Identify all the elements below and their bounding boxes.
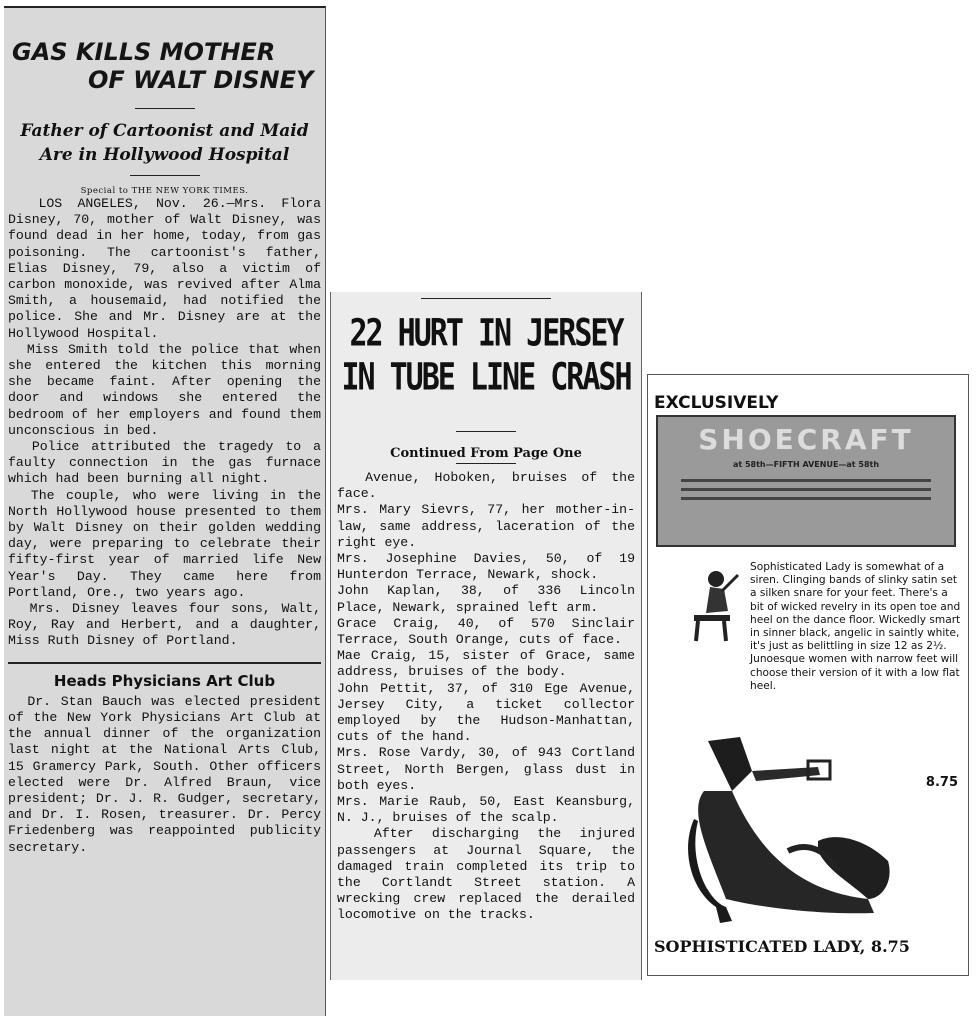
article-body: [8, 693, 329, 856]
dateline-credit: Special to THE NEW YORK TIMES.: [80, 186, 249, 196]
article-body: [8, 196, 329, 650]
headline-physicians: Heads Physicians Art Club: [53, 671, 276, 690]
article-body: [337, 470, 643, 924]
paragraph: Mae Craig, 15, sister of Grace, same address, bruises of the body.: [337, 648, 643, 680]
deck-line2: Are in Hollywood Hospital: [39, 145, 290, 165]
paragraph: John Kaplan, 38, of 336 Lincoln Place, Newark, sprained left arm.: [337, 583, 643, 615]
paragraph: Mrs. Josephine Davies, 50, of 19 Hunterdon Terrace, Newark, shock.: [337, 551, 643, 583]
paragraph: Dr. Stan Bauch was elected president of the New York Physicians Art Club at the annual dinner of the organization last night at the National Arts Club, 15 Gramercy Park, South. Other officers elected were Dr. Alfred Braun, vice president; Dr. J. R. Gudger, secretary, and Dr. I. Rosen, treasurer. Dr. Percy Friedenberg was reappointed publicity secretary.: [8, 693, 329, 855]
headline-line2: IN TUBE LINE CRASH: [341, 355, 631, 400]
shoecraft-advertisement: [647, 374, 969, 976]
paragraph: Mrs. Mary Sievrs, 77, her mother-in-law, same address, laceration of the right eye.: [337, 502, 643, 550]
paragraph: Avenue, Hoboken, bruises of the face.: [337, 470, 643, 502]
paragraph: Miss Smith told the police that when she entered the kitchen this morning she became faint. After opening the door and windows she entered the bedroom of her employers and found them unconscious in bed.: [8, 341, 329, 438]
paragraph: Mrs. Disney leaves four sons, Walt, Roy, Ray and Herbert, and a daughter, Miss Ruth Disney of Portland.: [8, 601, 329, 649]
divider: [456, 463, 516, 464]
siren-figure-illustration: [684, 565, 744, 645]
divider: [456, 431, 516, 432]
paragraph: John Pettit, 37, of 310 Ege Avenue, Jersey City, a ticket collector employed by the Hudson-Manhattan, cuts of the hand.: [337, 680, 643, 745]
headline-line1: 22 HURT IN JERSEY: [349, 311, 623, 356]
store-fineprint: [681, 479, 931, 500]
ad-footer: SOPHISTICATED LADY, 8.75: [654, 937, 910, 956]
exclusively-label: EXCLUSIVELY: [654, 393, 779, 413]
paragraph: Mrs. Marie Raub, 50, East Keansburg, N. J., bruises of the scalp.: [337, 794, 643, 826]
divider: [135, 108, 195, 109]
deck-line1: Father of Cartoonist and Maid: [20, 121, 309, 141]
price: 8.75: [925, 775, 958, 790]
column-tube-crash: [330, 292, 642, 980]
headline-line1: GAS KILLS MOTHER: [12, 38, 276, 66]
divider: [421, 298, 551, 299]
paragraph: Mrs. Rose Vardy, 30, of 943 Cortland Street, North Bergen, glass dust in both eyes.: [337, 745, 643, 793]
ad-copy: Sophisticated Lady is somewhat of a siren. Clinging bands of slinky satin set a silken snare for your feet. There's a bit of wicked revelry in its open toe and heel on the dance floor. Wickedly smart in sinner black, angelic in saintly white, it's just as belittling in size 12 as 2½. Junoesque women with narrow feet will choose their version of it with a low flat heel.: [750, 561, 961, 692]
headline-line2: OF WALT DISNEY: [88, 66, 314, 94]
paragraph: Grace Craig, 40, of 570 Sinclair Terrace, South Orange, cuts of face.: [337, 615, 643, 648]
store-address: at 58th—FIFTH AVENUE—at 58th: [732, 460, 880, 469]
divider: [8, 662, 321, 664]
store-name: SHOECRAFT: [698, 423, 914, 456]
headline-disney: [8, 38, 321, 94]
headline-tube-crash: [337, 313, 635, 413]
continued-label: Continued From Page One: [390, 446, 582, 461]
sandal-shoe-illustration: [668, 731, 908, 931]
paragraph: After discharging the injured passengers at Journal Square, the damaged train completed its trip to the Cortlandt Street station. A wrecking crew replaced the derailed locomotive on the tracks.: [337, 826, 643, 923]
store-banner: [656, 415, 956, 547]
paragraph: The couple, who were living in the North Hollywood house presented to them by Walt Disney on their golden wedding day, were preparing to celebrate their fifty-first year of married life New Year's Day. They came here from Portland, Ore., two years ago.: [8, 487, 329, 600]
divider: [130, 175, 200, 176]
paragraph: LOS ANGELES, Nov. 26.—Mrs. Flora Disney, 70, mother of Walt Disney, was found dead in her home, today, from gas poisoning. The cartoonist's father, Elias Disney, 79, also a victim of carbon monoxide, was revived after Alma Smith, a housemaid, had notified the police. She and Mr. Disney are at the Hollywood Hospital.: [8, 196, 329, 341]
column-disney-article: [4, 6, 329, 1016]
paragraph: Police attributed the tragedy to a faulty connection in the gas furnace which had been burning all night.: [8, 439, 329, 487]
